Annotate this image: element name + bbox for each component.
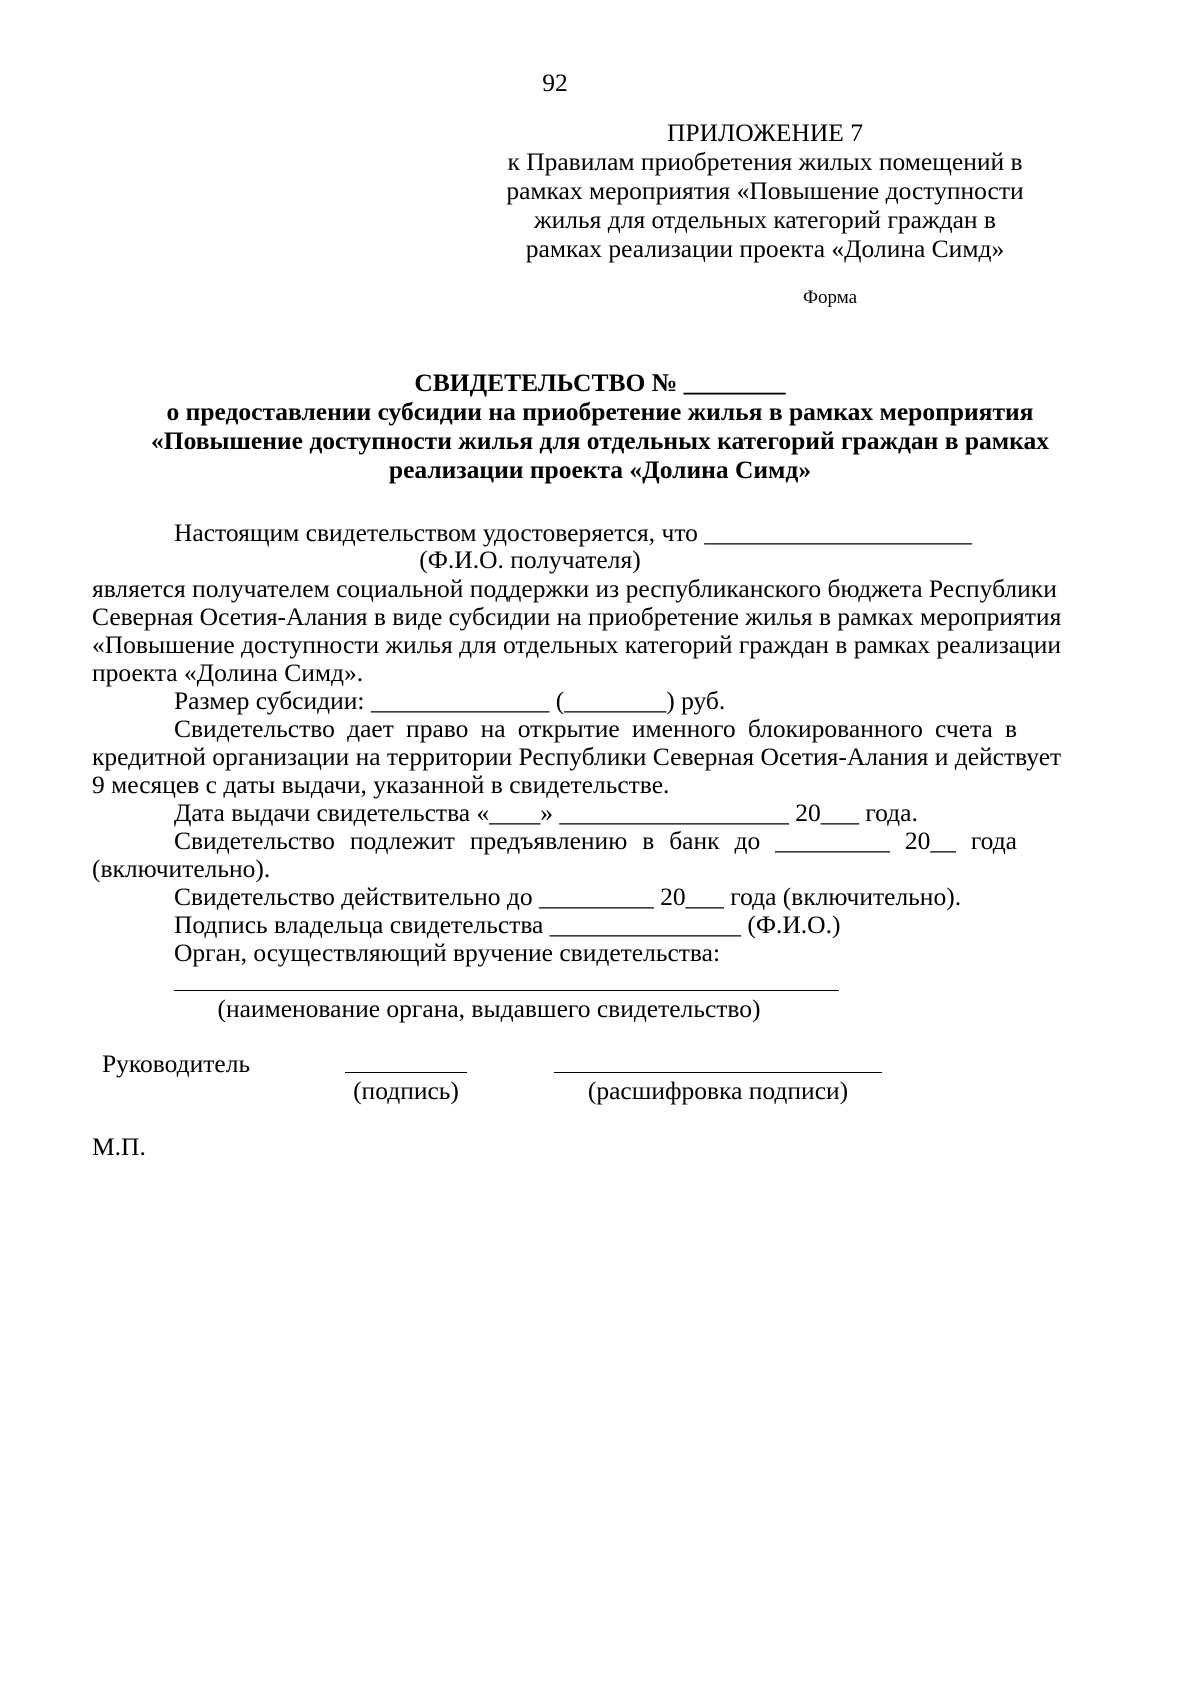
stamp-label: М.П. [92,1132,146,1161]
certificate-subtitle-line: о предоставлении субсидии на приобретение жилья в рамках мероприятия [166,397,1034,426]
head-label: Руководитель [102,1049,251,1078]
right-line: 9 месяцев с даты выдачи, указанной в свидетельстве. [92,770,670,799]
owner-signature: Подпись владельца свидетельства _______________ (Ф.И.О.) [174,910,841,939]
recipient-caption: (Ф.И.О. получателя) [419,545,641,574]
valid-until: Свидетельство действительно до _________ 20___ года (включительно). [174,882,962,911]
paragraph-line: Северная Осетия-Алания в виде субсидии на приобретение жилья в рамках мероприятия [92,602,1062,631]
form-label: Форма [802,287,858,308]
appendix-line: рамках реализации проекта «Долина Симд» [525,234,1005,263]
right-line: Свидетельство дает право на открытие именного блокированного счета в [174,714,1017,743]
decoding-line [554,1072,882,1073]
bank-deadline: Свидетельство подлежит предъявлению в банк до _________ 20__ года [174,826,1017,855]
certificate-subtitle-line: «Повышение доступности жилья для отдельных категорий граждан в рамках [151,426,1049,455]
paragraph-line: «Повышение доступности жилья для отдельных категорий граждан в рамках реализации [92,630,1061,659]
certificate-title: СВИДЕТЕЛЬСТВО № ________ [414,368,786,397]
subsidy-amount: Размер субсидии: ______________ (________) руб. [174,686,726,715]
page-number: 92 [542,68,568,97]
paragraph-line: проекта «Долина Симд». [92,658,364,687]
right-line: кредитной организации на территории Республики Северная Осетия-Алания и действует [92,742,1062,771]
certificate-subtitle-line: реализации проекта «Долина Симд» [388,455,812,484]
issuing-body-label: Орган, осуществляющий вручение свидетельства: [174,938,721,967]
appendix-title: ПРИЛОЖЕНИЕ 7 [666,118,864,147]
issue-date: Дата выдачи свидетельства «____» __________________ 20___ года. [174,798,918,827]
inclusive-note: (включительно). [92,854,271,883]
appendix-line: к Правилам приобретения жилых помещений в [507,147,1023,176]
signature-line [345,1072,467,1073]
signature-caption: (подпись) [353,1076,459,1105]
paragraph-line: является получателем социальной поддержки из республиканского бюджета Республики [92,574,1057,603]
appendix-line: рамках мероприятия «Повышение доступности [506,176,1024,205]
decoding-caption: (расшифровка подписи) [587,1076,849,1105]
appendix-line: жилья для отдельных категорий граждан в [534,205,996,234]
certify-line: Настоящим свидетельством удостоверяется, что _____________________ [174,518,973,547]
issuing-body-caption: (наименование органа, выдавшего свидетельство) [217,994,761,1023]
issuing-body-line [174,990,839,991]
